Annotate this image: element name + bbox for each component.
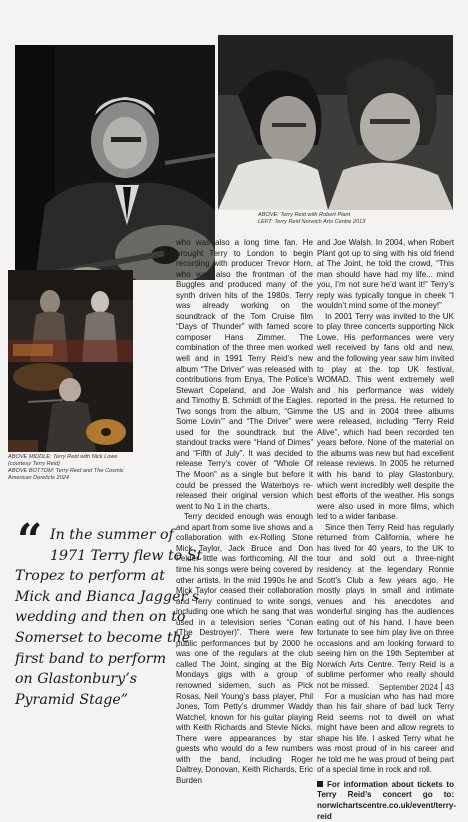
pull-quote-line: on Glastonbury’s bbox=[15, 671, 137, 688]
article-paragraph: and Joe Walsh. In 2004, when Robert Plant got up to sing with his old friend at The Joint, he told the crowd, “This man should have had my life... mind you, I’m not sure he’d want it!” Terry’s reply was typically tongue in cheek “I wouldn’t mind some of the money!” bbox=[317, 238, 454, 311]
caption-middle: ABOVE MIDDLE: Terry Reid with Nick Lowe (courtesy Terry Reid) bbox=[8, 454, 118, 467]
ticket-info bbox=[317, 779, 457, 822]
pull-quote-line: wedding and then on to bbox=[15, 609, 186, 626]
article-paragraph: In 2001 Terry was invited to the UK to play three concerts supporting Nick Lowe. His performances were very well received by fans old and new, and the following year saw him invited to play at the top UK festival, WOMAD. This went extremely well and his performance was widely reported in the press. He returned to the US and in 2004 three albums were released, including “Terry Reid Alive”, which had been recorded ten years before. None of the material on the albums was new but had excellent release reviews. In 2005 he returned with his band to play Glastonbury, which went incredibly well despite the best efforts of the weather. His songs were also used in more films, which led to a wider fanbase. bbox=[317, 311, 454, 522]
page-number: 43 bbox=[445, 683, 454, 692]
pull-quote-line: Tropez to perform at bbox=[15, 568, 165, 585]
quote-mark-icon: “ bbox=[17, 515, 43, 566]
article-paragraph: who was also a long time fan. He brought Terry to London to begin recording with producer Trevor Horn, who was also the frontman of the Buggles and produced many of the synth driven hits of the 1980s. Terry was already working on the soundtrack of the Tom Cruise film “Days of Thunder” with famed score composer Hans Zimmer. The combination of the three men worked well and in 1991 Terry Reid’s new album “The Driver” was released with contributions from Enya, The Police’s Stewart Copeland, and Joe Walsh and Timothy B. Schmidt of the Eagles. Two songs from the album, “Gimme Some Lovin’” and “The Driver” were used for the soundtrack but the standout tracks were “Hand of Dimes” and “Fifth of July”. It was decided to release Terry’s cover of “Whole Of The Moon” as a single but before it could be pressed the Waterboys re-released their original version which went to No 1 in the charts. bbox=[176, 238, 313, 511]
pull-quote-line: Pyramid Stage” bbox=[15, 691, 128, 708]
ticket-info-text: For information about tickets to Terry Reid’s concert go to: norwichartscentre.co.uk/event/terry-reid bbox=[317, 779, 457, 821]
caption-bottom: ABOVE BOTTOM: Terry Reid and The Cosmic American Derelicts 2024 bbox=[8, 468, 124, 481]
pull-quote-line: first band to perform bbox=[15, 650, 167, 667]
pull-quote-line: In the summer of bbox=[50, 527, 174, 543]
photo-terry-reid-robert-plant bbox=[218, 35, 453, 210]
caption-above: ABOVE: Terry Reid with Robert Plant bbox=[258, 212, 351, 218]
article-column-2 bbox=[317, 238, 457, 822]
article-paragraph: For a musician who has had more than his fair share of bad luck Terry Reid seems not to dwell on what might have been and allow regrets to shape his life. I asked Terry what he was most proud of in his career and he told me he was proud of being part of a special time in rock and roll. bbox=[317, 691, 454, 775]
article-paragraph: Terry decided enough was enough and apart from some live shows and a collaboration with ex-Rolling Stone Mick Taylor, Jack Bruce and Don Felder little was forthcoming. All the time his songs were being covered by other artists. In the mid 1990s he and Mick Taylor ceased their collaboration and Terry continued to write songs, including one which he sang that was used in a television series “Conan (The Destroyer)”. There were few public performances but by 2000 he was one of the regulars at the club called The Joint, singing at the Big Mondays gigs with a group of renowned sidemen, such as Pick Rosas, Neil Young’s bass player, Phil Jones, Tom Petty’s drummer Waddy Watchel, known for his guitar playing with Keith Richards and Stevie Nicks. There were appearances by star guests who would do a few numbers with the band, including Roger Daltrey, Donovan, Keith Richards, Eric Burden bbox=[176, 512, 313, 785]
footer-divider bbox=[441, 682, 442, 691]
article-paragraph: Since then Terry Reid has regularly returned from California, where he has lived for 40 years, to the UK to tour and sold out a three-night residency at the legendary Ronnie Scott’s Club a few years ago. He mostly plays in small and intimate venues and his anecdotes and wonderful singing has the audiences eating out of his hand. I have been fortunate to see him play live on three occasions and am looking forward to seeing him on the 19th September at Norwich Arts Centre. Terry Reid is a sublime performer who really should not be missed. bbox=[317, 522, 454, 690]
photo-terry-reid-cosmic-american-derelicts bbox=[8, 362, 133, 452]
caption-left: LEFT: Terry Reid Norwich Arts Centre 2013 bbox=[258, 219, 366, 225]
pull-quote-line: 1971 Terry flew to St bbox=[50, 547, 203, 564]
pull-quote-line: Mick and Bianca Jagger’s bbox=[15, 588, 200, 605]
square-bullet-icon bbox=[317, 781, 323, 787]
issue-date: September 2024 bbox=[378, 683, 439, 692]
pull-quote-line: Somerset to become the bbox=[15, 629, 191, 646]
photo-terry-reid-nick-lowe bbox=[8, 270, 133, 362]
article-column-1 bbox=[176, 238, 313, 786]
page-footer bbox=[379, 682, 454, 692]
